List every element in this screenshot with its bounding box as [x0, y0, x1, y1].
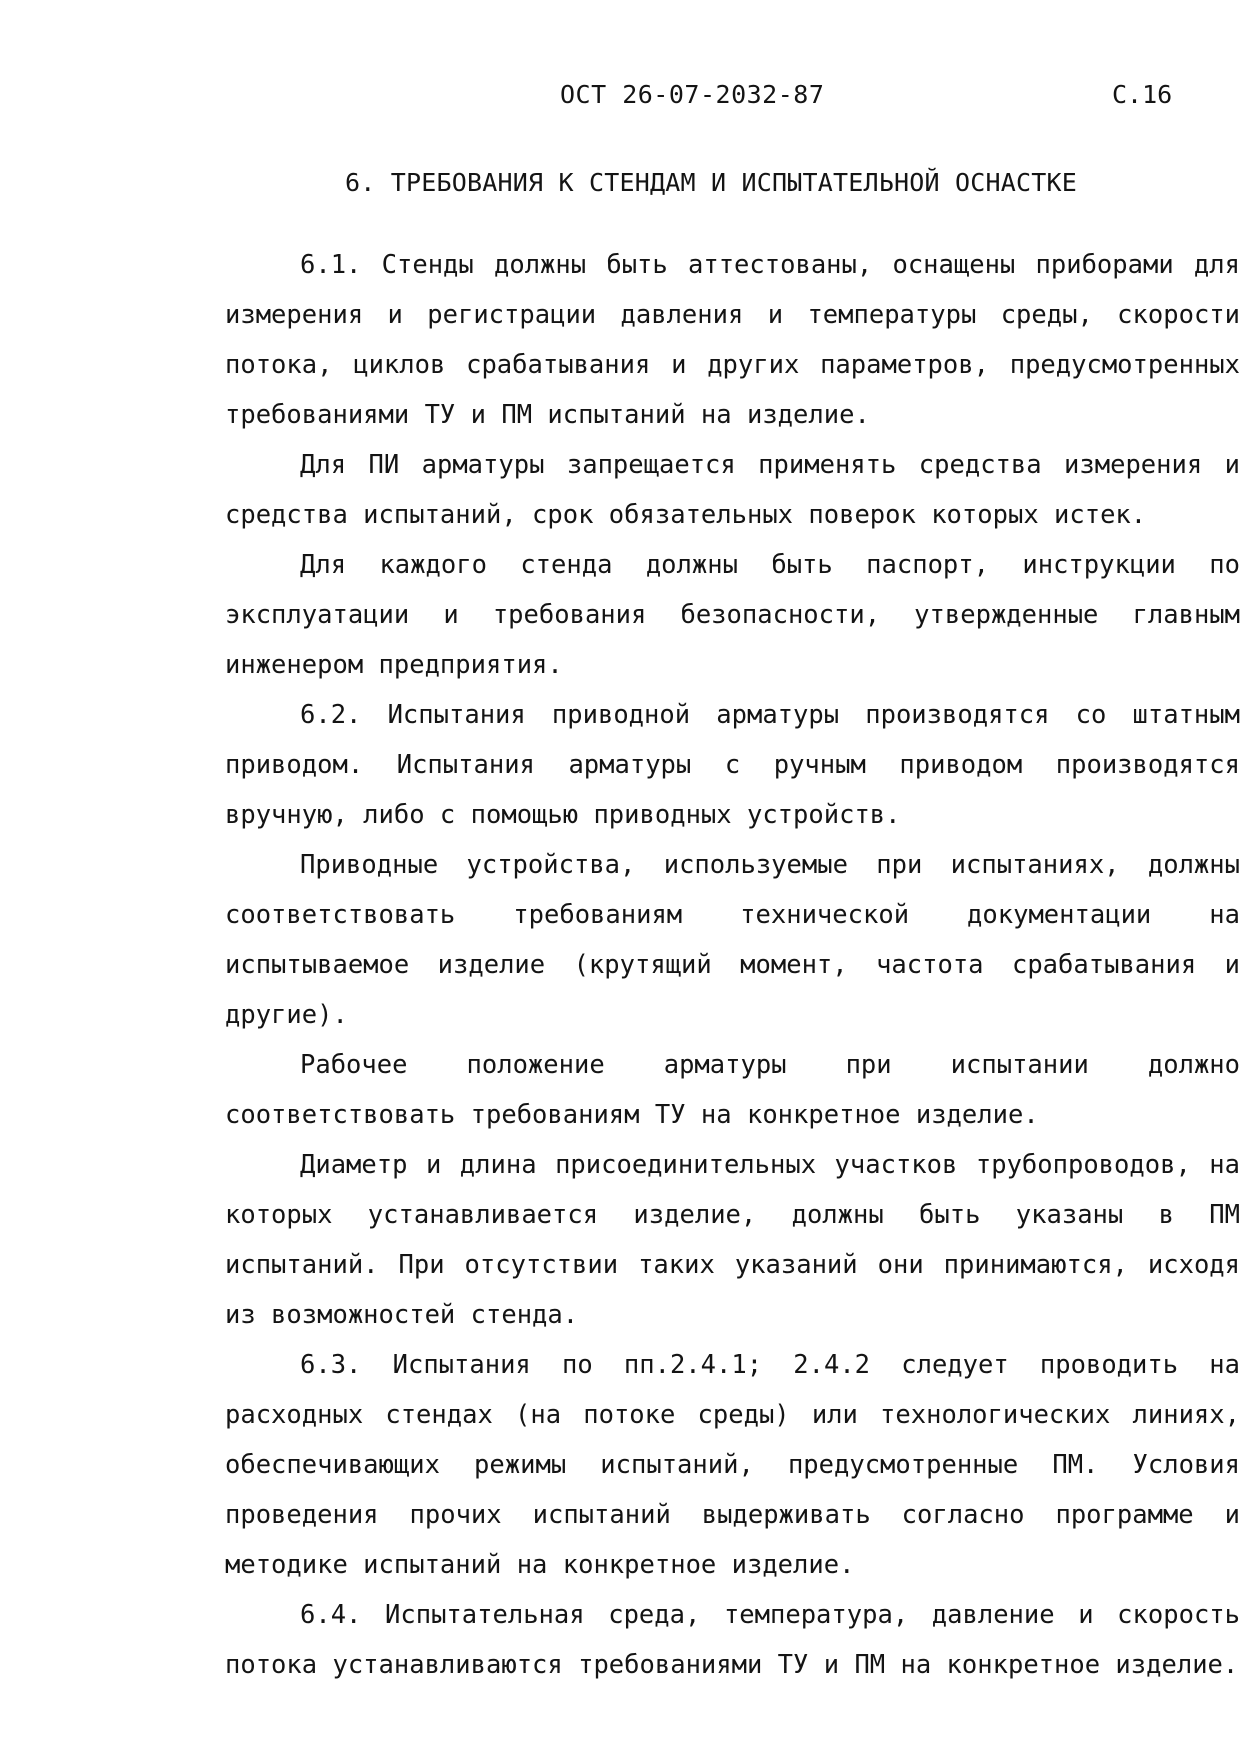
document-body — [225, 240, 1240, 1690]
paragraph-6-1: 6.1. Стенды должны быть аттестованы, оснащены приборами для измерения и регистрации давления и температуры среды, скорости потока, циклов срабатывания и других параметров, предусмотренных требованиями ТУ и ПМ испытаний на изделие. — [225, 250, 1240, 430]
paragraph-6-3: 6.3. Испытания по пп.2.4.1; 2.4.2 следует проводить на расходных стендах (на потоке среды) или технологических линиях, обеспечивающих режимы испытаний, предусмотренные ПМ. Условия проведения прочих испытаний выдерживать согласно программе и методике испытаний на конкретное изделие. — [225, 1350, 1240, 1580]
paragraph-6-4: 6.4. Испытательная среда, температура, давление и скорость потока устанавливаются требованиями ТУ и ПМ на конкретное изделие. — [225, 1600, 1240, 1680]
paragraph-stand-passport: Для каждого стенда должны быть паспорт, инструкции по эксплуатации и требования безопасности, утвержденные главным инженером предприятия. — [225, 550, 1240, 680]
paragraph-measurement-ban: Для ПИ арматуры запрещается применять средства измерения и средства испытаний, срок обязательных поверок которых истек. — [225, 450, 1240, 530]
paragraph-drive-devices: Приводные устройства, используемые при испытаниях, должны соответствовать требованиям технической документации на испытываемое изделие (крутящий момент, частота срабатывания и другие). — [225, 850, 1240, 1030]
section-title: 6. ТРЕБОВАНИЯ К СТЕНДАМ И ИСПЫТАТЕЛЬНОЙ ОСНАСТКЕ — [345, 168, 1078, 197]
document-code: ОСТ 26-07-2032-87 — [560, 80, 825, 109]
page-number: С.16 — [1112, 80, 1173, 109]
paragraph-pipe-sections: Диаметр и длина присоединительных участков трубопроводов, на которых устанавливается изделие, должны быть указаны в ПМ испытаний. При отсутствии таких указаний они принимаются, исходя из возможностей стенда. — [225, 1150, 1240, 1330]
paragraph-working-position: Рабочее положение арматуры при испытании должно соответствовать требованиям ТУ на конкретное изделие. — [225, 1050, 1240, 1130]
paragraph-6-2: 6.2. Испытания приводной арматуры производятся со штатным приводом. Испытания арматуры с ручным приводом производятся вручную, либо с помощью приводных устройств. — [225, 700, 1240, 830]
